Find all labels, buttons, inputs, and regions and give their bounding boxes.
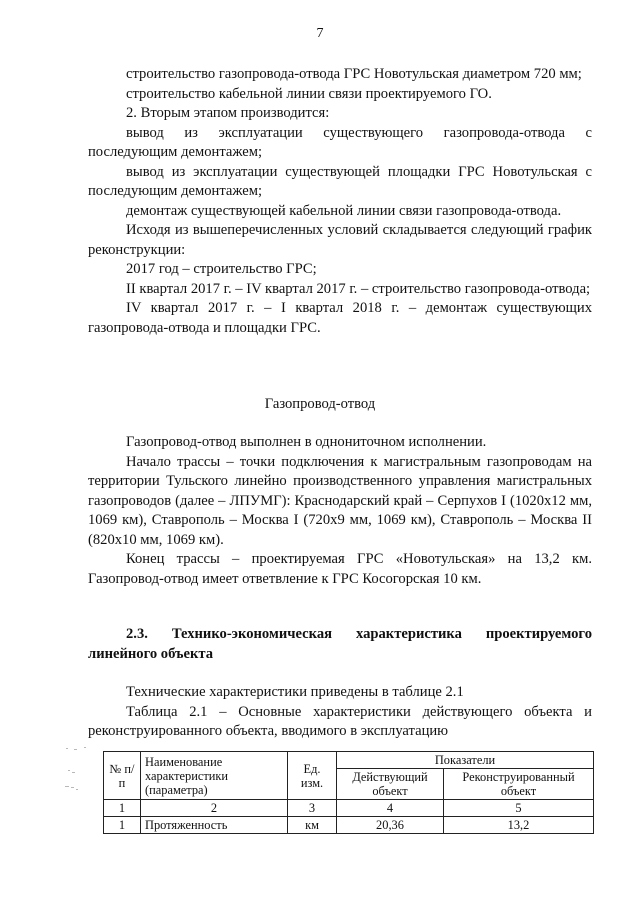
header-num: № п/п xyxy=(104,752,141,800)
header-unit: Ед. изм. xyxy=(288,752,337,800)
paragraph: строительство кабельной линии связи проектируемого ГО. xyxy=(126,85,492,102)
table-numbering-row xyxy=(104,800,594,817)
table-row xyxy=(104,817,594,834)
header-reconstructed: Реконструированный объект xyxy=(444,769,594,800)
paragraph: Начало трассы – точки подключения к магистральным газопроводам на территории Тульского линейно производственного управления магистральных газопроводов (далее – ЛПУМГ): Краснодарский край – Серпухов I (1020x12 мм, 1069 км), Ставрополь – Москва I (720x9 мм, 1069 км), Ставрополь – Москва II (820x10 мм, 1069 км). xyxy=(88,453,592,548)
paragraph: Технические характеристики приведены в таблице 2.1 xyxy=(126,684,464,700)
table-cell: 1 xyxy=(104,800,141,817)
text-section-pipeline-description xyxy=(88,433,592,589)
table-cell: км xyxy=(288,817,337,834)
paragraph: 2. Вторым этапом производится: xyxy=(126,105,330,121)
section-heading-2-3 xyxy=(88,625,592,664)
table-cell: 4 xyxy=(337,800,444,817)
text-section-construction-stages xyxy=(88,65,592,338)
paragraph: вывод из эксплуатации существующего газопровода-отвода с последующим демонтажем; xyxy=(88,124,592,160)
page-number: 7 xyxy=(316,26,324,41)
header-existing: Действующий объект xyxy=(337,769,444,800)
table-cell: 20,36 xyxy=(337,817,444,834)
table-cell: 2 xyxy=(141,800,288,817)
subheading-gas-pipeline-branch: Газопровод-отвод xyxy=(264,396,376,412)
table-cell: 5 xyxy=(444,800,594,817)
table-cell: 13,2 xyxy=(444,817,594,834)
table-cell: Протяженность xyxy=(141,817,288,834)
text-section-table-intro xyxy=(88,683,592,742)
paragraph: строительство газопровода-отвода ГРС Новотульская диаметром 720 мм; xyxy=(126,66,582,82)
paragraph: демонтаж существующей кабельной линии связи газопровода-отвода. xyxy=(126,202,562,219)
header-indicators: Показатели xyxy=(337,752,594,769)
paragraph: Таблица 2.1 – Основные характеристики действующего объекта и реконструированного объекта, вводимого в эксплуатацию xyxy=(88,703,592,739)
scan-noise-mark xyxy=(62,746,102,796)
section-heading-text: 2.3. Технико-экономическая характеристика проектируемого линейного объекта xyxy=(88,626,592,662)
paragraph: Газопровод-отвод выполнен в однониточном исполнении. xyxy=(126,434,487,450)
paragraph: II квартал 2017 г. – IV квартал 2017 г. – строительство газопровода-отвода; xyxy=(126,280,591,297)
table-cell: 1 xyxy=(104,817,141,834)
paragraph: вывод из эксплуатации существующей площадки ГРС Новотульская с последующим демонтажем; xyxy=(88,163,592,199)
paragraph: IV квартал 2017 г. – I квартал 2018 г. – демонтаж существующих газопровода-отвода и площадки ГРС. xyxy=(88,300,592,336)
paragraph: Конец трассы – проектируемая ГРС «Новотульская» на 13,2 км. Газопровод-отвод имеет ответвление к ГРС Косогорская 10 км. xyxy=(88,551,592,587)
characteristics-table xyxy=(103,751,594,834)
header-name: Наименование характеристики (параметра) xyxy=(141,752,288,800)
table-cell: 3 xyxy=(288,800,337,817)
paragraph: 2017 год – строительство ГРС; xyxy=(126,261,317,277)
paragraph: Исходя из вышеперечисленных условий складывается следующий график реконструкции: xyxy=(88,222,592,258)
